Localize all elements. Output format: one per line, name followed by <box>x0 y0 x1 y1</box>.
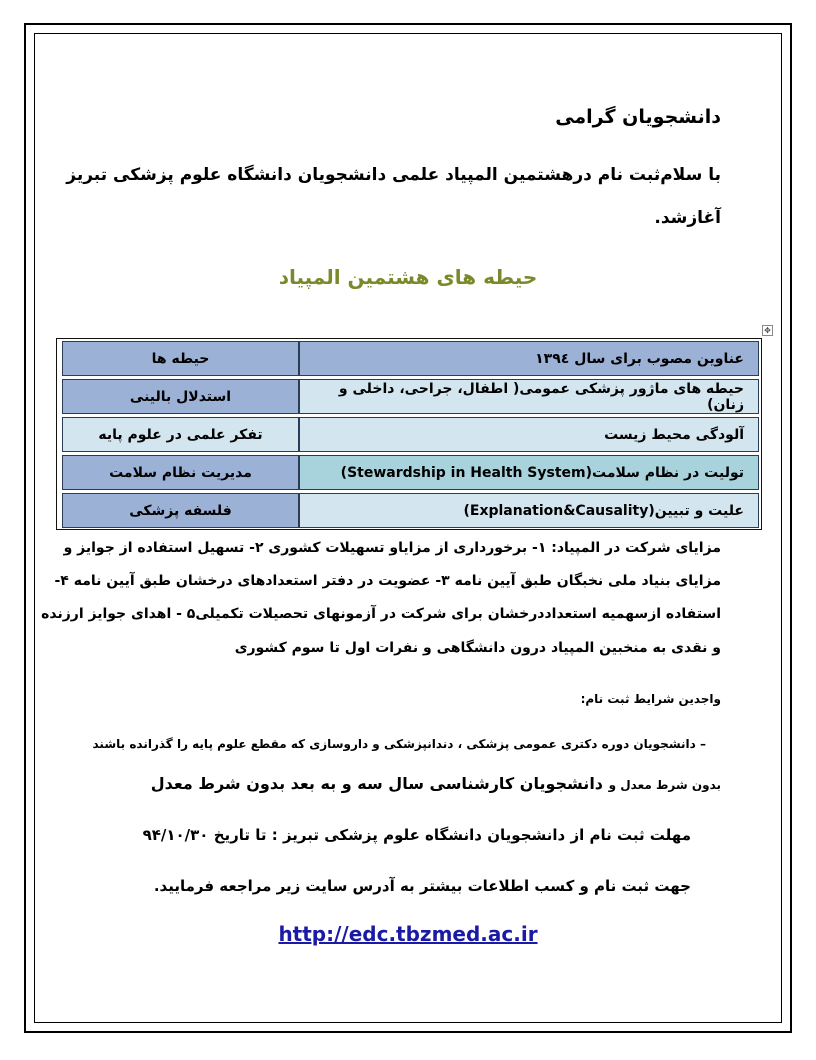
eligibility-line-1: – دانشجویان دوره دکتری عمومی پزشکی ، دندانپزشکی و داروسازی که مقطع علوم پایه را گذرانده باشند <box>92 737 706 751</box>
olympiad-domains-table <box>56 338 762 530</box>
benefits-line-1: مزایای شرکت در المپیاد: ۱- برخورداری از مزایاو تسهیلات کشوری ۲- تسهیل استفاده از جوایز و <box>63 540 721 556</box>
domain-cell: تفکر علمی در علوم پایه <box>62 417 299 452</box>
domain-cell: مدیریت نظام سلامت <box>62 455 299 490</box>
intro-line-2: آغازشد. <box>654 208 721 228</box>
table-row <box>59 455 759 490</box>
section-heading: حیطه های هشتمین المپیاد <box>278 265 538 289</box>
deadline: مهلت ثبت نام از دانشجویان دانشگاه علوم پزشکی تبریز : تا تاریخ ۹۴/۱۰/۳۰ <box>142 826 691 844</box>
table-row <box>59 493 759 528</box>
intro-line-1: با سلام‌ثبت نام درهشتمین المپیاد علمی دانشجویان دانشگاه علوم پزشکی تبریز <box>66 165 721 185</box>
eligibility-line-2-prefix: بدون شرط معدل و <box>608 778 721 792</box>
table-row <box>59 379 759 414</box>
benefits-line-3: استفاده ازسهمیه استعداددرخشان برای شرکت در آزمونهای تحصیلات تکمیلی۵ - اهدای جوایز ارزنده <box>41 606 721 622</box>
benefits-line-2: مزایای بنیاد ملی نخبگان طبق آیین نامه ۳- عضویت در دفتر استعدادهای درخشان طبق آیین نامه ۴- <box>54 573 721 589</box>
benefits-line-4: و نقدی به منخبین المپیاد درون دانشگاهی و نفرات اول تا سوم کشوری <box>234 640 721 656</box>
table-header-row <box>59 341 759 376</box>
greeting: دانشجویان گرامی <box>555 106 721 128</box>
topic-cell: حیطه های ماژور پزشکی عمومی( اطفال، جراحی، داخلی و زنان) <box>299 379 759 414</box>
header-topic-cell: عناوین مصوب برای سال ۱۳۹٤ <box>299 341 759 376</box>
topic-cell: تولیت در نظام سلامت(Stewardship in Health System) <box>299 455 759 490</box>
eligibility-title: واجدین شرایط ثبت نام: <box>580 692 721 706</box>
table-row <box>59 417 759 452</box>
header-domain-cell: حیطه ها <box>62 341 299 376</box>
domain-cell: استدلال بالینی <box>62 379 299 414</box>
website-link[interactable]: http://edc.tbzmed.ac.ir <box>278 922 538 946</box>
topic-cell: علیت و تبیین(Explanation&Causality) <box>299 493 759 528</box>
info-line: جهت ثبت نام و کسب اطلاعات بیشتر به آدرس سایت زیر مراجعه فرمایید. <box>153 877 691 895</box>
domain-cell: فلسفه پزشکی <box>62 493 299 528</box>
table-move-handle-icon[interactable]: ✥ <box>762 325 773 336</box>
eligibility-line-2 <box>151 774 721 793</box>
eligibility-line-2-main: دانشجویان کارشناسی سال سه و به بعد بدون شرط معدل <box>150 774 604 793</box>
topic-cell: آلودگی محیط زیست <box>299 417 759 452</box>
